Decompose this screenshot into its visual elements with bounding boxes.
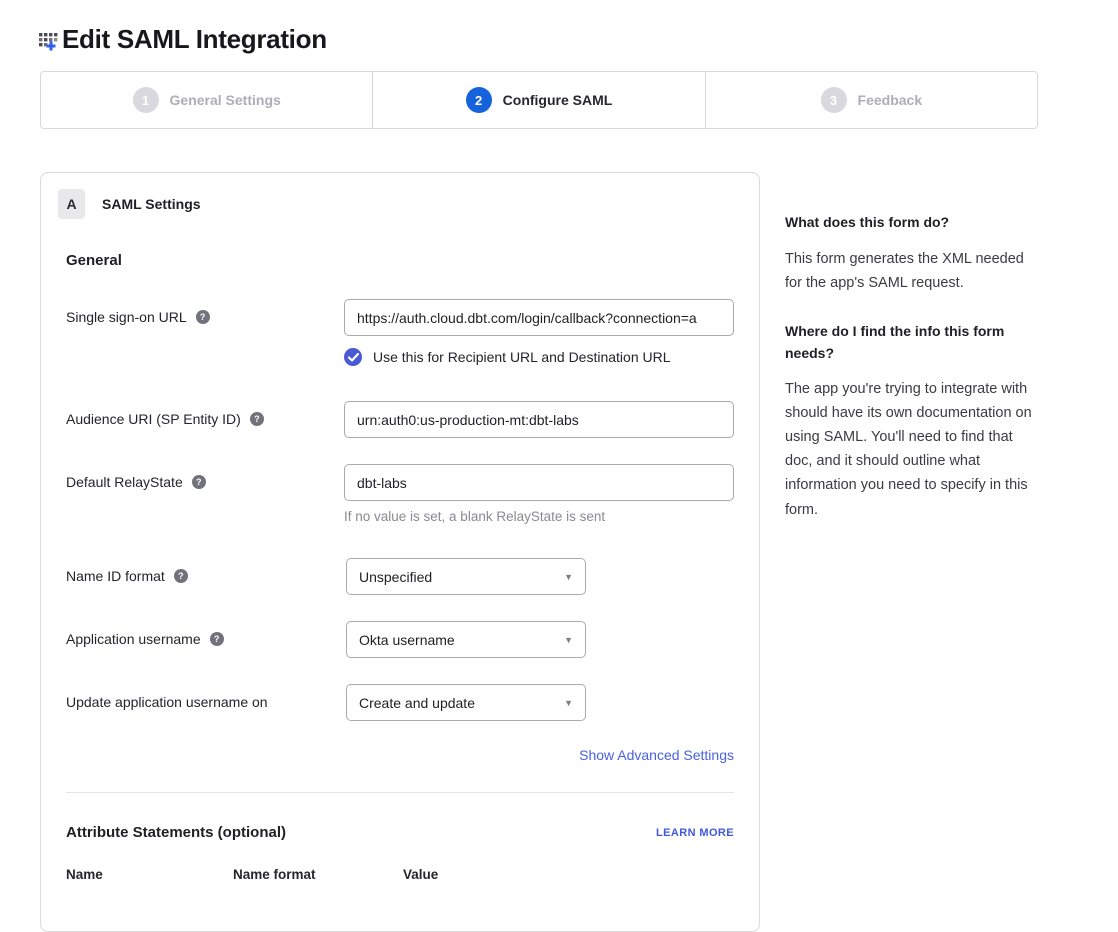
show-advanced-settings-link[interactable]: Show Advanced Settings [579,747,734,763]
panel-header [58,189,734,219]
section-a-badge: A [58,189,85,219]
update-username-value: Create and update [359,694,475,711]
help-q2-text: The app you're trying to integrate with should have its own documentation on using SAML. You'll need to find that doc, and it should outline what information you need to specify in this form. [785,381,1032,518]
learn-more-link[interactable]: LEARN MORE [656,826,734,839]
column-header-value: Value [403,867,439,882]
step-1-label: General Settings [169,92,281,108]
recipient-destination-checkbox-label: Use this for Recipient URL and Destination URL [373,349,671,365]
update-username-label: Update application username on [66,694,268,710]
relay-state-row [66,464,734,524]
step-2-circle: 2 [466,87,492,113]
general-section-heading: General [66,252,122,269]
application-username-help-icon[interactable]: ? [210,632,224,646]
relay-state-input[interactable] [344,464,734,501]
help-q1-heading: What does this form do? [785,214,950,230]
checked-checkbox-icon[interactable] [344,348,362,366]
step-2-label: Configure SAML [502,92,613,108]
audience-uri-help-icon[interactable]: ? [250,412,264,426]
help-q2-heading: Where do I find the info this form needs? [785,322,1005,361]
help-q1-text: This form generates the XML needed for the app's SAML request. [785,250,1024,291]
step-3-circle: 3 [821,87,847,113]
name-id-format-help-icon[interactable]: ? [174,569,188,583]
column-header-name: Name [66,867,103,882]
page-title: Edit SAML Integration [62,24,327,54]
relay-state-hint: If no value is set, a blank RelayState is sent [344,509,606,524]
name-id-format-value: Unspecified [359,568,433,585]
update-username-select[interactable] [346,684,586,721]
sso-url-label: Single sign-on URL [66,309,187,325]
audience-uri-label: Audience URI (SP Entity ID) [66,411,241,427]
name-id-format-select[interactable] [346,558,586,595]
name-id-format-row [66,558,734,595]
section-divider [66,792,734,793]
sso-url-input[interactable] [344,299,734,336]
recipient-destination-checkbox-row[interactable] [344,348,734,366]
tab-feedback[interactable] [705,72,1037,128]
application-username-value: Okta username [359,631,455,648]
attribute-table-header [66,867,734,882]
tab-configure-saml[interactable] [372,72,704,128]
step-1-circle: 1 [133,87,159,113]
audience-uri-input[interactable] [344,401,734,438]
sso-url-row [66,299,734,366]
application-username-select[interactable] [346,621,586,658]
wizard-step-tabs [40,71,1038,129]
name-id-format-label: Name ID format [66,568,165,584]
attribute-statements-heading: Attribute Statements (optional) [66,824,286,841]
relay-state-label: Default RelayState [66,474,183,490]
saml-settings-form [66,299,734,721]
application-username-row [66,621,734,658]
panel-title: SAML Settings [102,196,201,212]
sso-url-help-icon[interactable]: ? [196,310,210,324]
help-sidebar [785,172,1040,522]
column-header-name-format: Name format [233,867,316,882]
audience-uri-row [66,401,734,438]
application-username-label: Application username [66,631,201,647]
relay-state-help-icon[interactable]: ? [192,475,206,489]
chevron-down-icon: ▼ [564,697,573,708]
step-3-label: Feedback [857,92,923,108]
page-header [0,0,1118,69]
app-grid-plus-icon [38,28,60,52]
tab-general-settings[interactable] [41,72,372,128]
chevron-down-icon: ▼ [564,634,573,645]
chevron-down-icon: ▼ [564,571,573,582]
saml-settings-panel [40,172,760,932]
update-username-row [66,684,734,721]
